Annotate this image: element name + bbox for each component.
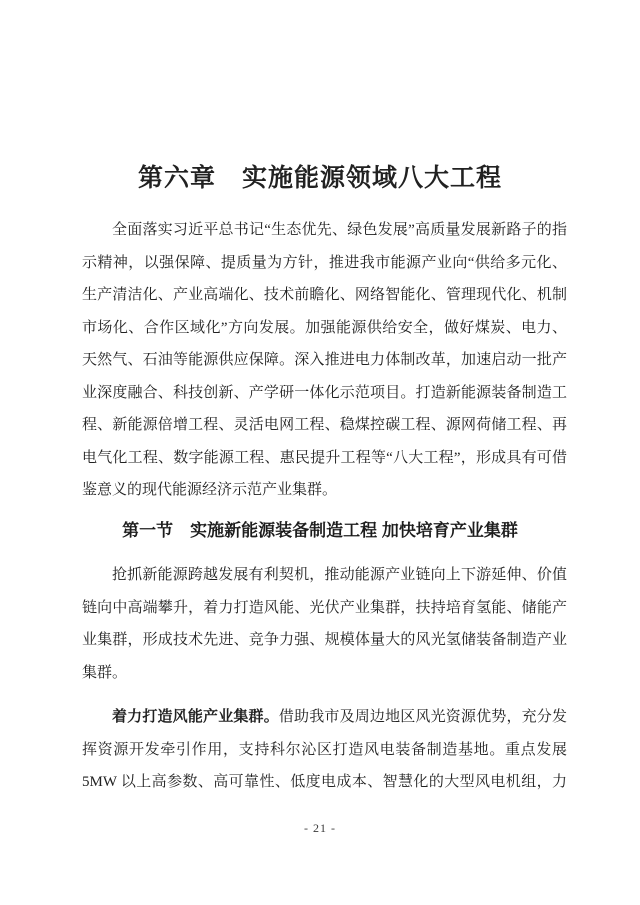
wind-paragraph [82,701,567,799]
section-paragraph [82,559,567,689]
text-line: 抢抓新能源跨越发展有利契机，推动能源产业链向上下游延伸、价值 [112,567,567,583]
text-line: 业深度融合、科技创新、产学研一体化示范项目。打造新能源装备制造工 [82,384,567,401]
text-line: 全面落实习近平总书记“生态优先、绿色发展”高质量发展新路子的指 [112,222,567,238]
text-line: 天然气、石油等能源供应保障。深入推进电力体制改革，加速启动一批产 [82,352,567,368]
text-line: 挥资源开发牵引作用，支持科尔沁区打造风电装备制造基地。重点发展 [82,741,567,758]
bold-lead: 着力打造风能产业集群。 [112,708,279,725]
text-line [82,701,567,734]
text-line: 程、新能源倍增工程、灵活电网工程、稳煤控碳工程、源网荷储工程、再 [82,417,567,433]
text-line: 业集群，形成技术先进、竞争力强、规模体量大的风光氢储装备制造产业 [82,632,567,648]
text-line: 集群。 [82,664,128,681]
text-line: 电气化工程、数字能源工程、惠民提升工程等“八大工程”，形成具有可借 [82,449,567,466]
text-line: 示精神，以强保障、提质量为方针，推进我市能源产业向“供给多元化、 [82,254,567,271]
text-line: 市场化、合作区域化”方向发展。加强能源供给安全，做好煤炭、电力、 [82,319,567,336]
lead-line-rest: 借助我市及周边地区风光资源优势，充分发 [278,709,567,725]
text-line: 鉴意义的现代能源经济示范产业集群。 [82,482,338,498]
intro-paragraph [82,214,567,507]
section-title: 第一节 实施新能源装备制造工程 加快培育产业集群 [122,521,518,540]
page-number: - 21 - [304,821,336,835]
text-line: 生产清洁化、产业高端化、技术前瞻化、网络智能化、管理现代化、机制 [82,287,567,303]
text-line: 链向中高端攀升，着力打造风能、光伏产业集群，扶持培育氢能、储能产 [82,599,567,616]
text-line: 5MW 以上高参数、高可靠性、低度电成本、智慧化的大型风电机组，力 [82,774,567,790]
chapter-title: 第六章 实施能源领域八大工程 [137,165,502,192]
